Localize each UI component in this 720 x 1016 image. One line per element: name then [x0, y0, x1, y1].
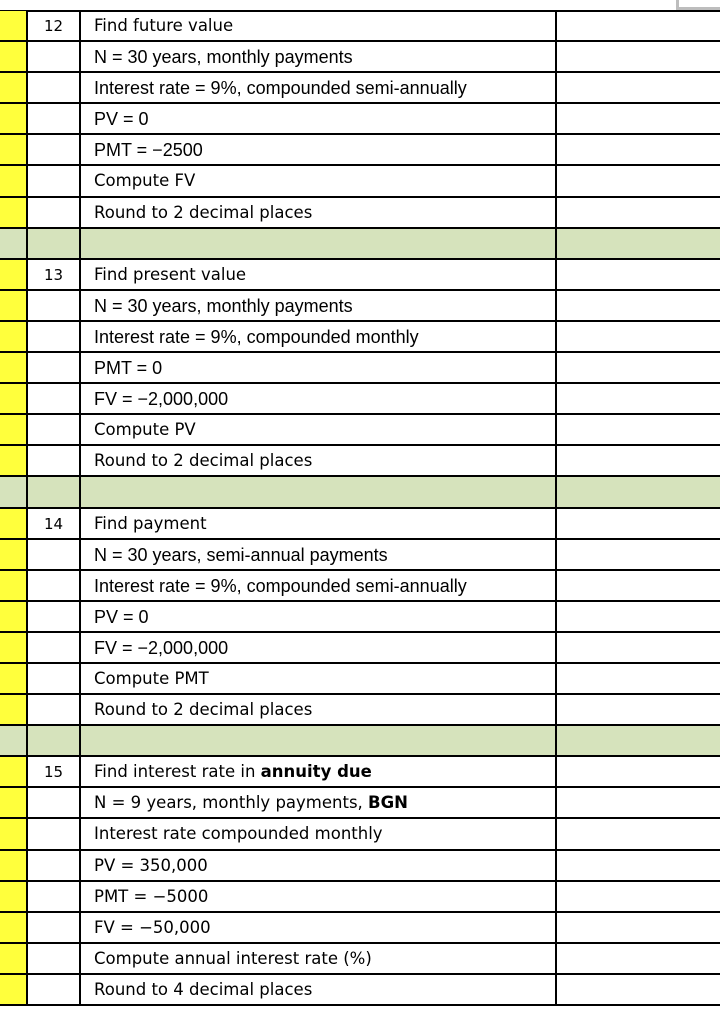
yellow-marker-cell: [0, 882, 28, 911]
answer-cell[interactable]: [557, 788, 720, 817]
number-cell: [28, 104, 81, 133]
problem-line[interactable]: Compute annual interest rate (%): [81, 944, 557, 973]
problem-number: 13: [28, 260, 81, 289]
answer-cell[interactable]: [557, 664, 720, 693]
table-row: [0, 104, 720, 135]
answer-cell[interactable]: [557, 509, 720, 538]
answer-cell[interactable]: [557, 757, 720, 786]
yellow-marker-cell: [0, 975, 28, 1004]
answer-cell[interactable]: [557, 135, 720, 164]
yellow-marker-cell: [0, 198, 28, 227]
number-cell: [28, 415, 81, 444]
number-cell: [28, 73, 81, 102]
yellow-marker-cell: [0, 11, 28, 40]
yellow-marker-cell: [0, 104, 28, 133]
number-cell: [28, 788, 81, 817]
number-cell: [28, 135, 81, 164]
problem-number: 14: [28, 509, 81, 538]
problem-line[interactable]: PV = 0: [81, 104, 557, 133]
problem-line[interactable]: FV = −2,000,000: [81, 633, 557, 662]
answer-cell[interactable]: [557, 944, 720, 973]
table-row: [0, 446, 720, 477]
table-row: [0, 415, 720, 446]
answer-cell[interactable]: [557, 42, 720, 71]
answer-cell: [557, 229, 720, 258]
problem-line[interactable]: Find future value: [81, 11, 557, 40]
problem-line[interactable]: PV = 350,000: [81, 851, 557, 880]
number-cell: [28, 353, 81, 382]
problem-line[interactable]: Interest rate = 9%, compounded semi-annually: [81, 571, 557, 600]
problem-line[interactable]: Compute FV: [81, 166, 557, 195]
problem-line[interactable]: Round to 2 decimal places: [81, 198, 557, 227]
problem-line[interactable]: Round to 4 decimal places: [81, 975, 557, 1004]
number-cell: [28, 446, 81, 475]
text-cell: [81, 477, 557, 506]
yellow-marker-cell: [0, 913, 28, 942]
answer-cell[interactable]: [557, 540, 720, 569]
answer-cell[interactable]: [557, 882, 720, 911]
number-cell: [28, 540, 81, 569]
number-cell: [28, 166, 81, 195]
problem-line[interactable]: Compute PMT: [81, 664, 557, 693]
table-row: [0, 353, 720, 384]
answer-cell[interactable]: [557, 695, 720, 724]
yellow-marker-cell: [0, 819, 28, 848]
table-row: [0, 633, 720, 664]
answer-cell[interactable]: [557, 851, 720, 880]
separator-row: [0, 477, 720, 508]
number-cell: [28, 944, 81, 973]
number-cell: [28, 384, 81, 413]
problem-line[interactable]: N = 30 years, monthly payments: [81, 42, 557, 71]
answer-cell: [557, 477, 720, 506]
number-cell: [28, 913, 81, 942]
answer-cell[interactable]: [557, 322, 720, 351]
yellow-marker-cell: [0, 851, 28, 880]
yellow-marker-cell: [0, 166, 28, 195]
table-row: [0, 602, 720, 633]
table-row: [0, 509, 720, 540]
problem-line[interactable]: PV = 0: [81, 602, 557, 631]
separator-row: [0, 726, 720, 757]
problem-line[interactable]: Find present value: [81, 260, 557, 289]
answer-cell[interactable]: [557, 260, 720, 289]
yellow-marker-cell: [0, 291, 28, 320]
table-row: [0, 11, 720, 42]
problem-line[interactable]: [81, 757, 557, 786]
problem-number: 15: [28, 757, 81, 786]
yellow-marker-cell: [0, 602, 28, 631]
number-cell: [28, 291, 81, 320]
line-text: N = 9 years, monthly payments,: [94, 793, 369, 813]
yellow-marker-cell: [0, 260, 28, 289]
answer-cell[interactable]: [557, 571, 720, 600]
table-row: [0, 42, 720, 73]
answer-cell[interactable]: [557, 291, 720, 320]
table-row: [0, 166, 720, 197]
table-row: [0, 851, 720, 882]
problem-line[interactable]: [81, 788, 557, 817]
problem-line[interactable]: Compute PV: [81, 415, 557, 444]
yellow-marker-cell: [0, 788, 28, 817]
answer-cell[interactable]: [557, 198, 720, 227]
yellow-marker-cell: [0, 944, 28, 973]
number-cell: [28, 571, 81, 600]
problem-line[interactable]: PMT = 0: [81, 353, 557, 382]
number-cell: [28, 851, 81, 880]
answer-cell[interactable]: [557, 166, 720, 195]
answer-cell[interactable]: [557, 11, 720, 40]
yellow-marker-cell: [0, 415, 28, 444]
line-emphasis: BGN: [368, 793, 408, 813]
yellow-marker-cell: [0, 540, 28, 569]
table-row: [0, 757, 720, 788]
table-row: [0, 73, 720, 104]
answer-cell[interactable]: [557, 73, 720, 102]
table-row: [0, 540, 720, 571]
yellow-marker-cell: [0, 633, 28, 662]
separator-marker-cell: [0, 477, 28, 506]
problem-line[interactable]: N = 30 years, monthly payments: [81, 291, 557, 320]
header-cell-edge: [676, 0, 720, 10]
problem-line[interactable]: Round to 2 decimal places: [81, 446, 557, 475]
title-emphasis: annuity due: [260, 762, 372, 782]
problem-line[interactable]: FV = −50,000: [81, 913, 557, 942]
yellow-marker-cell: [0, 73, 28, 102]
yellow-marker-cell: [0, 664, 28, 693]
number-cell: [28, 633, 81, 662]
number-cell: [28, 664, 81, 693]
answer-cell[interactable]: [557, 104, 720, 133]
number-cell: [28, 477, 81, 506]
number-cell: [28, 695, 81, 724]
problem-line[interactable]: PMT = −5000: [81, 882, 557, 911]
separator-marker-cell: [0, 726, 28, 755]
problem-line[interactable]: PMT = −2500: [81, 135, 557, 164]
answer-cell[interactable]: [557, 633, 720, 662]
problem-line[interactable]: Find payment: [81, 509, 557, 538]
table-row: [0, 788, 720, 819]
number-cell: [28, 198, 81, 227]
text-cell: [81, 229, 557, 258]
number-cell: [28, 975, 81, 1004]
table-row: [0, 135, 720, 166]
number-cell: [28, 322, 81, 351]
problem-line[interactable]: Interest rate = 9%, compounded monthly: [81, 322, 557, 351]
answer-cell[interactable]: [557, 384, 720, 413]
yellow-marker-cell: [0, 353, 28, 382]
yellow-marker-cell: [0, 446, 28, 475]
number-cell: [28, 819, 81, 848]
yellow-marker-cell: [0, 571, 28, 600]
answer-cell[interactable]: [557, 975, 720, 1004]
number-cell: [28, 42, 81, 71]
table-row: [0, 664, 720, 695]
answer-cell[interactable]: [557, 446, 720, 475]
table-row: [0, 819, 720, 850]
number-cell: [28, 602, 81, 631]
yellow-marker-cell: [0, 384, 28, 413]
problem-line[interactable]: N = 30 years, semi-annual payments: [81, 540, 557, 569]
table-row: [0, 944, 720, 975]
table-row: [0, 260, 720, 291]
table-row: [0, 384, 720, 415]
separator-marker-cell: [0, 229, 28, 258]
number-cell: [28, 882, 81, 911]
problem-line[interactable]: FV = −2,000,000: [81, 384, 557, 413]
table-row: [0, 882, 720, 913]
problem-line[interactable]: Interest rate compounded monthly: [81, 819, 557, 848]
table-row: [0, 571, 720, 602]
table-row: [0, 291, 720, 322]
table-row: [0, 695, 720, 726]
answer-cell[interactable]: [557, 819, 720, 848]
problem-line[interactable]: Interest rate = 9%, compounded semi-annually: [81, 73, 557, 102]
text-cell: [81, 726, 557, 755]
yellow-marker-cell: [0, 322, 28, 351]
answer-cell[interactable]: [557, 353, 720, 382]
number-cell: [28, 229, 81, 258]
table-row: [0, 975, 720, 1006]
answer-cell[interactable]: [557, 602, 720, 631]
number-cell: [28, 726, 81, 755]
yellow-marker-cell: [0, 509, 28, 538]
problem-table: [0, 11, 720, 1006]
answer-cell: [557, 726, 720, 755]
yellow-marker-cell: [0, 42, 28, 71]
problem-line[interactable]: Round to 2 decimal places: [81, 695, 557, 724]
answer-cell[interactable]: [557, 415, 720, 444]
yellow-marker-cell: [0, 135, 28, 164]
title-text: Find interest rate in: [94, 762, 261, 782]
yellow-marker-cell: [0, 695, 28, 724]
yellow-marker-cell: [0, 757, 28, 786]
answer-cell[interactable]: [557, 913, 720, 942]
table-row: [0, 322, 720, 353]
separator-row: [0, 229, 720, 260]
table-row: [0, 198, 720, 229]
table-row: [0, 913, 720, 944]
problem-number: 12: [28, 11, 81, 40]
